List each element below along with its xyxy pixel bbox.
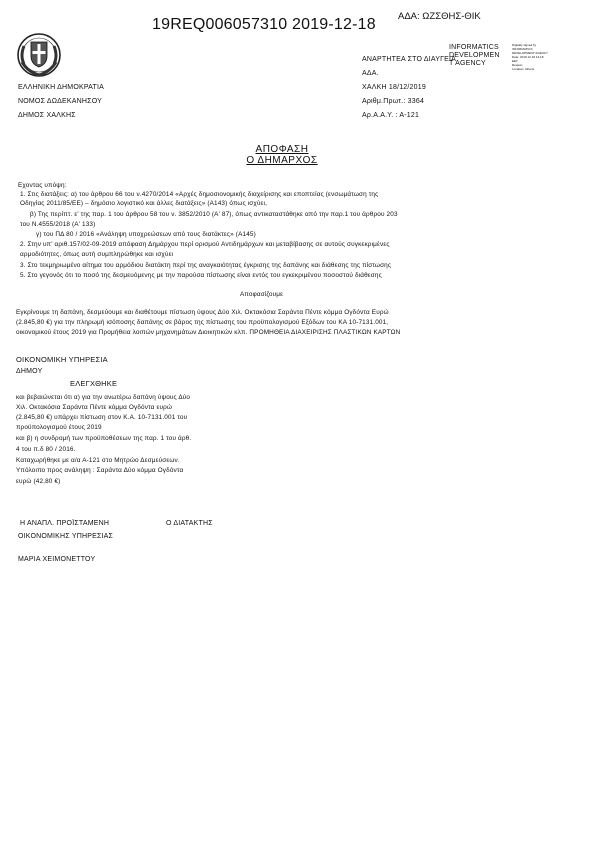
finance-line: (2.845,80 €) υπάρχει πίστωση στον Κ.Α. 10-7131.001 του xyxy=(16,414,188,421)
decision-line: οικονομικού έτους 2019 για Προμήθεια λοιπών μηχανημάτων Διοικητικών κλπ. ΠΡΟΜΗΘΕΙΑ ΔΙΑΧΕΙΡΙΣΗΣ ΠΛΑΣΤΙΚΩΝ ΚΑΡΤΩΝ xyxy=(16,329,401,336)
title-line-2: Ο ΔΗΜΑΡΧΟΣ xyxy=(246,155,318,166)
consideration-line: 2. Στην υπ' αριθ.157/02-09-2019 απόφαση Δημάρχου περί ορισμού Αντιδημάρχων και μεταβίβασης σε αυτούς συγκεκριμένες xyxy=(20,241,390,248)
posted-diavgeia: ΑΝΑΡΤΗΤΕΑ ΣΤΟ ΔΙΑΥΓΕΙΑ xyxy=(362,56,457,63)
informatics-line-1: INFORMATICS xyxy=(449,44,499,51)
signature-right: Ο ΔΙΑΤΑΚΤΗΣ xyxy=(166,520,213,527)
protocol-number: Αριθμ.Πρωτ.: 3364 xyxy=(362,98,425,105)
considerations-intro: Εχοντας υπόψη: xyxy=(18,182,67,189)
finance-line: και βεβαιώνεται ότι α) για την ανωτέρω δαπάνη ύψους Δύο xyxy=(16,394,191,401)
finance-dept-line-2: ΔΗΜΟΥ xyxy=(16,368,43,375)
signature-stamp-line: Digitally signed by xyxy=(512,43,537,47)
signature-stamp-line: EET xyxy=(512,59,518,63)
signature-stamp-line: DEVELOPMENT AGENCY xyxy=(512,51,548,55)
issuer-line-3: ΔΗΜΟΣ ΧΑΛΚΗΣ xyxy=(18,112,76,119)
issuer-line-1: ΕΛΛΗΝΙΚΗ ΔΗΜΟΚΡΑΤΙΑ xyxy=(18,84,105,91)
signature-stamp-line: Reason: xyxy=(512,63,524,67)
decision-line: Εγκρίνουμε τη δαπάνη, δεσμεύουμε και διαθέτουμε πίστωση ύψους Δύο Χιλ. Οκτακόσια Σαράντα Πέντε κόμμα Ογδόντα Ευρώ xyxy=(16,309,389,316)
ada-field: ΑΔΑ. xyxy=(362,70,379,77)
date-field: ΧΑΛΚΗ 18/12/2019 xyxy=(362,84,426,91)
signature-stamp-line: Date: 2019.12.18 13:18 xyxy=(512,55,544,59)
consideration-line: του Ν.4555/2018 (Α' 133) xyxy=(20,221,96,228)
consideration-line: 1. Στις διατάξεις: α) του άρθρου 66 του ν.4270/2014 «Αρχές δημοσιονομικής διαχείρισης και εποπτείας (ενσωμάτωση της xyxy=(20,191,379,198)
informatics-line-2: DEVELOPMEN xyxy=(449,52,500,59)
finance-line: ευρώ (42,80 €) xyxy=(16,478,61,485)
decision-line: (2.845,80 €) για την πληρωμή ισόποσης δαπάνης σε βάρος της πίστωσης του προϋπολογισμού Εξόδων του ΚΑ 10-7131.001, xyxy=(16,319,389,326)
signatory-name: ΜΑΡΙΑ ΧΕΙΜΟΝΕΤΤΟΥ xyxy=(18,556,96,563)
finance-dept-line-1: ΟΙΚΟΝΟΜΙΚΗ ΥΠΗΡΕΣΙΑ xyxy=(16,355,108,364)
greek-coat-of-arms-icon xyxy=(16,32,62,78)
finance-line: Χιλ. Οκτακόσια Σαράντα Πέντε κόμμα Ογδόντα ευρώ xyxy=(16,404,173,411)
finance-line: και β) η συνδρομή των προϋποθέσεων της παρ. 1 του άρθ. xyxy=(16,435,192,442)
finance-line: 4 του π.δ 80 / 2016. xyxy=(16,446,76,453)
consideration-line: γ) του ΠΔ 80 / 2016 «Ανάληψη υποχρεώσεων από τους διατάκτες» (Α145) xyxy=(36,231,256,238)
consideration-line: 3. Στο τεκμηριωμένο αίτημα του αρμόδιου διατάκτη περί της αναγκαιότητας έγκρισης της δαπάνης και διάθεσης της πίστωσης xyxy=(20,262,392,269)
finance-line: Καταχωρήθηκε με α/α Α-121 στο Μητρώο Δεσμεύσεων. xyxy=(16,457,180,464)
signature-stamp-line: Location: Athens xyxy=(512,67,535,71)
consideration-line: Οδηγίας 2011/85/ΕΕ) – δημόσιο λογιστικό και άλλες διατάξεις» (Α143) όπως ισχύει, xyxy=(20,200,268,207)
ada-code-top: ΑΔΑ: ΩΖΣΘΗΣ-ΘΙΚ xyxy=(398,11,481,22)
issuer-line-2: ΝΟΜΟΣ ΔΩΔΕΚΑΝΗΣΟΥ xyxy=(18,98,102,105)
title-line-1: ΑΠΟΦΑΣΗ xyxy=(255,144,309,155)
finance-line: προϋπολογισμού έτους 2019 xyxy=(16,424,102,431)
signature-left-line-1: Η ΑΝΑΠΛ. ΠΡΟΪΣΤΑΜΕΝΗ xyxy=(20,520,110,527)
finance-line: Υπόλοιπο προς ανάληψη : Σαράντα Δύο κόμμα Ογδόντα xyxy=(16,467,184,474)
consideration-line: 5. Στο γεγονός ότι το ποσό της δεσμευόμενης με την παρούσα πίστωσης είναι εντός του εγκεκριμένου ποσοστού διάθεσης xyxy=(20,272,382,279)
signature-left-line-2: ΟΙΚΟΝΟΜΙΚΗΣ ΥΠΗΡΕΣΙΑΣ xyxy=(18,533,114,540)
consideration-line: αρμοδιότητες, όπως αυτή συμπληρώθηκε και ισχύει xyxy=(20,251,174,258)
document-title xyxy=(232,144,332,166)
decide-label: Αποφασίζουμε xyxy=(240,291,284,298)
signature-stamp-line: INFORMATICS xyxy=(512,47,533,51)
consideration-line: β) Της περίπτ. ε' της παρ. 1 του άρθρου 58 του ν. 3852/2010 (Α' 87), όπως αντικαταστάθηκε από την παρ.1 του άρθρου 203 xyxy=(30,211,398,218)
checked-label: ΕΛΕΓΧΘΗΚΕ xyxy=(70,379,118,388)
aay-number: Αρ.Α.Α.Υ. : Α-121 xyxy=(362,112,420,119)
document-code: 19REQ006057310 2019-12-18 xyxy=(152,16,376,33)
informatics-line-3: T AGENCY xyxy=(449,60,486,67)
